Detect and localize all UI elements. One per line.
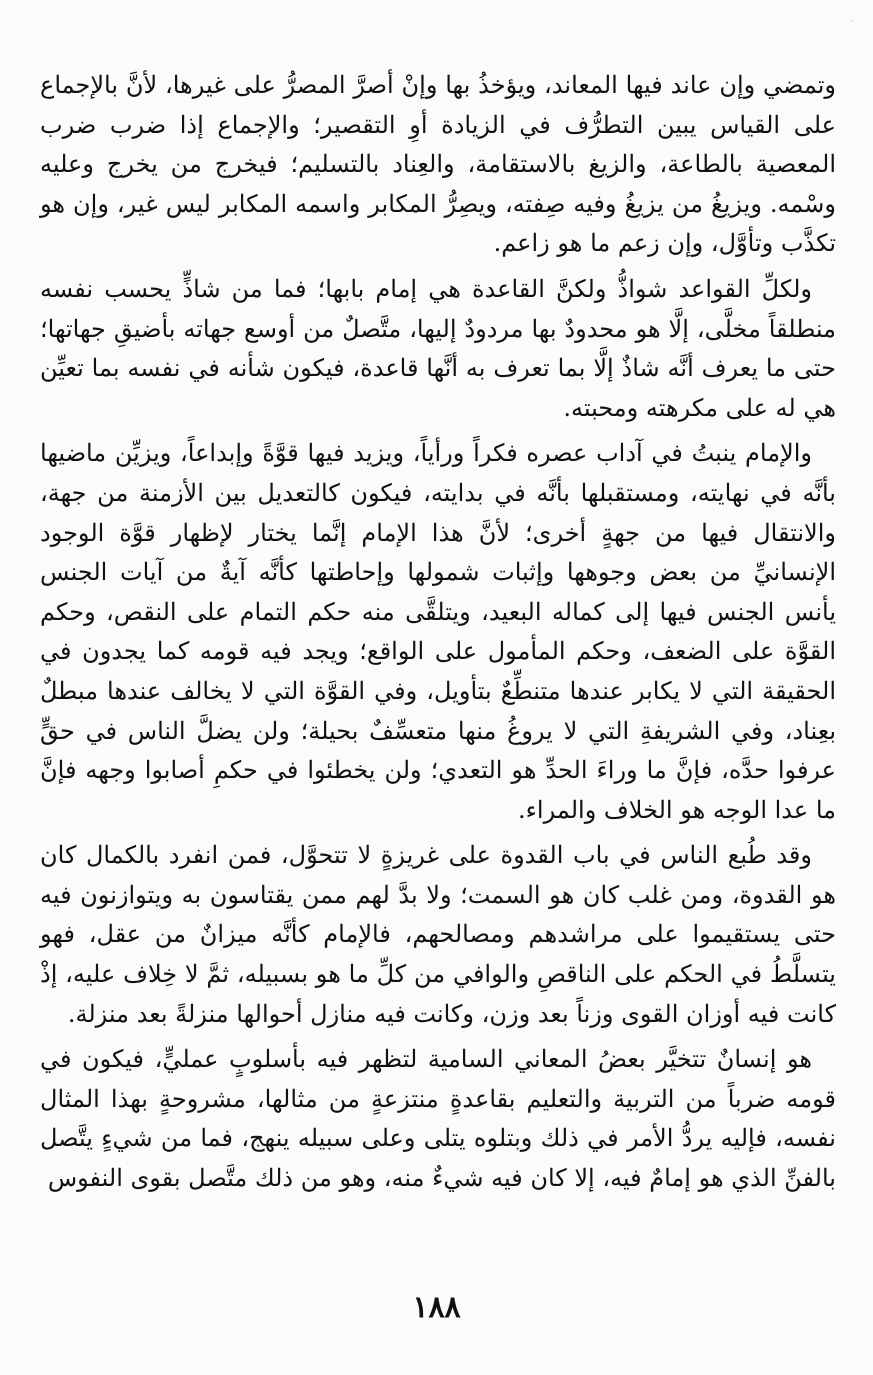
- page-number: ١٨٨: [412, 1290, 461, 1325]
- page-speck: [851, 20, 853, 22]
- paragraph-5: هو إنسانٌ تتخيَّر بعضُ المعاني السامية لتظهر فيه بأسلوبٍ عمليٍّ، فيكون في قومه ضرباً من التربية والتعليم بقاعدةٍ منتزعةٍ من مثالها، مشروحةٍ بهذا المثال نفسه، فإليه يردُّ الأمر في ذلك وبتلوه يتلى وعلى سبيله ينهج، فما من شيءٍ يتَّصل بالفنِّ الذي هو إمامٌ فيه، إلا كان فيه شيءٌ منه، وهو من ذلك متَّصل بقوى النفوس: [40, 1045, 836, 1193]
- paragraph-1: وتمضي وإن عاند فيها المعاند، ويؤخذُ بها وإنْ أصرَّ المصرُّ على غيرها، لأنَّ بالإجماع على القياس يبين التطرُّف في الزيادة أوِ التقصير؛ والإجماع إذا ضرب ضرب المعصية بالطاعة، والزيغ بالاستقامة، والعِناد بالتسليم؛ فيخرج من يخرج وعليه وسْمه. ويزيغُ من يزيغُ وفيه صِفته، ويصِرُّ المكابر واسمه المكابر ليس غير، وإن هو تكذَّب وتأوَّل، وإن زعم ما هو زاعم.: [40, 71, 837, 258]
- paragraph-2: ولكلِّ القواعد شواذُّ ولكنَّ القاعدة هي إمام بابها؛ فما من شاذٍّ يحسب نفسه منطلقاً مخلَّى، إلَّا هو محدودٌ بها مردودٌ إليها، متَّصلٌ من أوسع جهاته بأضيقِ جهاتها؛ حتى ما يعرف أنَّه شاذٌ إلَّا بما تعرف به أنَّها قاعدة، فيكون شأنه في نفسه بما تعيِّن هي له على مكرهته ومحبته.: [40, 274, 836, 422]
- paragraph-3: والإمام ينبتُ في آداب عصره فكراً ورأياً، ويزيد فيها قوَّةً وإبداعاً، ويزيِّن ماضيها بأنَّه في نهايته، ومستقبلها بأنَّه في بدايته، فيكون كالتعديل بين الأزمنة من جهة، والانتقال فيها من جهةٍ أخرى؛ لأنَّ هذا الإمام إنَّما يختار لإظهار قوَّة الوجود الإنسانيِّ من بعض وجوهها وإثبات شمولها وإحاطتها كأنَّه آيةٌ من آيات الجنس يأنس الجنس فيها إلى كماله البعيد، ويتلقَّى منه حكم التمام على النقص، وحكم القوَّة على الضعف، وحكم المأمول على الواقع؛ ويجد فيه قومه كما يجدون في الحقيقة التي لا يكابر عندها متنطِّعٌ بتأويل، وفي القوَّة التي لا يخالف عندها مبطلٌ بعِناد، وفي الشريفةِ التي لا يروغُ منها متعسِّفٌ بحيلة؛ ولن يضلَّ الناس في حقٍّ عرفوا حدَّه، فإنَّ ما وراءَ الحدِّ هو التعدي؛ ولن يخطئوا في حكمِ أصابوا وجهه فإنَّ ما عدا الوجه هو الخلاف والمراء.: [40, 439, 836, 824]
- body-text: [40, 66, 836, 1205]
- paragraph-4: وقد طُبع الناس في باب القدوة على غريزةٍ لا تتحوَّل، فمن انفرد بالكمال كان هو القدوة، ومن غلب كان هو السمت؛ ولا بدَّ لهم ممن يقتاسون به ويتوازنون فيه حتى يستقيموا على مراشدهم ومصالحهم، فالإمام كأنَّه ميزانٌ من عقل، فهو يتسلَّطُ في الحكم على الناقصِ والوافي من كلِّ ما هو بسبيله، ثمَّ لا خِلاف عليه، إذْ كانت فيه أوزان القوى وزناً بعد وزن، وكانت فيه منازل أحوالها منزلةً بعد منزلة.: [40, 841, 836, 1028]
